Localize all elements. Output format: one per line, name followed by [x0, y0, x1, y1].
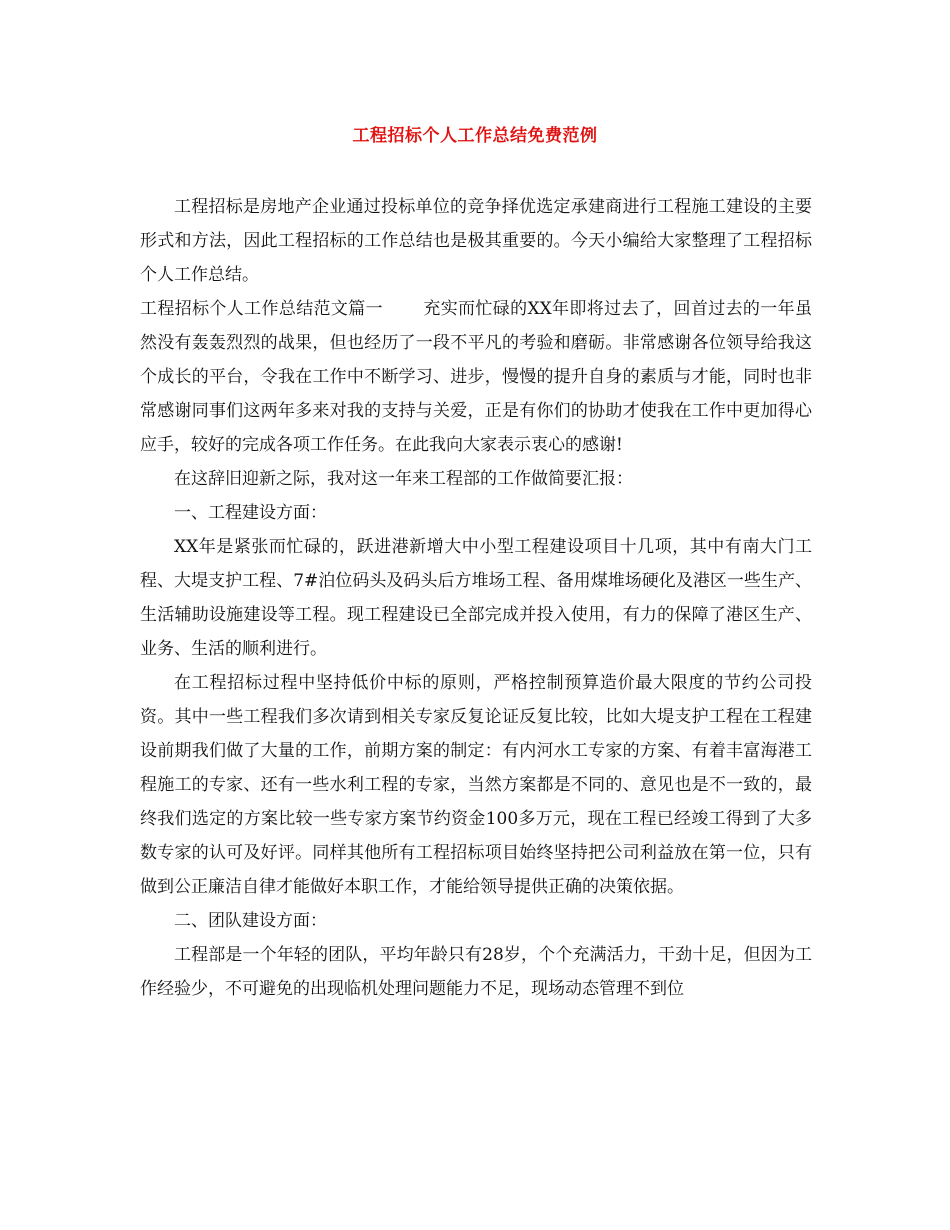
construction-paragraph-2: 在工程招标过程中坚持低价中标的原则，严格控制预算造价最大限度的节约公司投资。其中一些工程我们多次请到相关专家反复论证反复比较，比如大堤支护工程在工程建设前期我们做了大量的工作，前期方案的制定：有内河水工专家的方案、有着丰富海港工程施工的专家、还有一些水利工程的专家，当然方案都是不同的、意见也是不一致的，最终我们选定的方案比较一些专家方案节约资金100多万元，现在工程已经竣工得到了大多数专家的认可及好评。同样其他所有工程招标项目始终坚持把公司利益放在第一位，只有做到公正廉洁自律才能做好本职工作，才能给领导提供正确的决策依据。	[140, 673, 812, 897]
section-opening-paragraph	[140, 292, 812, 462]
heading-construction: 一、工程建设方面：	[174, 503, 327, 523]
report-intro-paragraph: 在这辞旧迎新之际，我对这一年来工程部的工作做简要汇报：	[174, 469, 633, 489]
document-title: 工程招标个人工作总结免费范例	[352, 126, 598, 146]
document-body	[140, 190, 812, 1006]
section-opening-text: 充实而忙碌的XX年即将过去了，回首过去的一年虽然没有轰轰烈烈的战果，但也经历了一段不平凡的考验和磨砺。非常感谢各位领导给我这个成长的平台，令我在工作中不断学习、进步，慢慢的提升自身的素质与才能，同时也非常感谢同事们这两年多来对我的支持与关爱，正是有你们的协助才使我在工作中更加得心应手，较好的完成各项工作任务。在此我向大家表示衷心的感谢!	[140, 299, 812, 455]
intro-paragraph: 工程招标是房地产企业通过投标单位的竞争择优选定承建商进行工程施工建设的主要形式和方法，因此工程招标的工作总结也是极其重要的。今天小编给大家整理了工程招标个人工作总结。	[140, 197, 812, 285]
construction-paragraph-1: XX年是紧张而忙碌的，跃进港新增大中小型工程建设项目十几项，其中有南大门工程、大堤支护工程、7#泊位码头及码头后方堆场工程、备用煤堆场硬化及港区一些生产、生活辅助设施建设等工程。现工程建设已全部完成并投入使用，有力的保障了港区生产、业务、生活的顺利进行。	[140, 537, 812, 659]
team-paragraph: 工程部是一个年轻的团队，平均年龄只有28岁，个个充满活力，干劲十足，但因为工作经验少，不可避免的出现临机处理问题能力不足，现场动态管理不到位	[140, 945, 812, 999]
section-heading: 工程招标个人工作总结范文篇一	[140, 299, 383, 319]
heading-team: 二、团队建设方面：	[174, 911, 327, 931]
